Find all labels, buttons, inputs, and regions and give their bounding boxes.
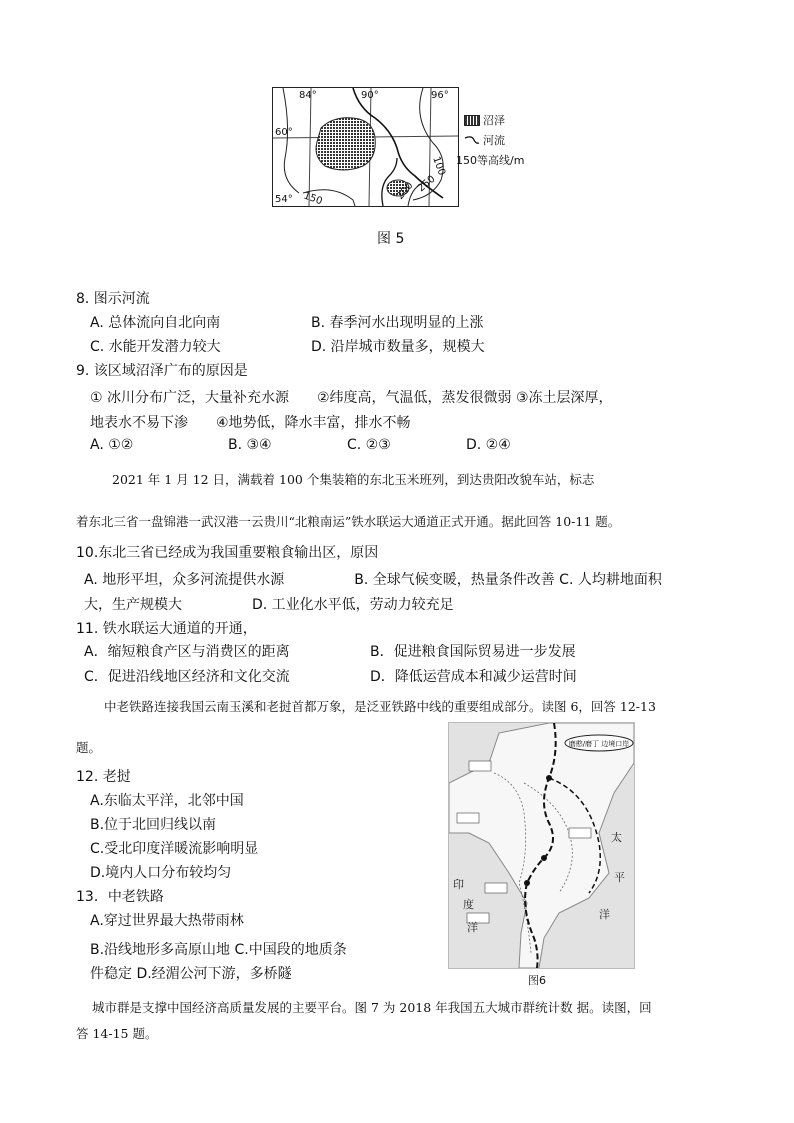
q8-option-c: C. 水能开发潜力较大	[90, 339, 221, 355]
q10-line-1: A. 地形平坦，众多河流提供水源 B. 全球气候变暖，热量条件改善 C. 人均耕地面积	[84, 572, 662, 588]
passage-2-line-2: 题。	[76, 740, 102, 755]
contour-west	[283, 88, 299, 193]
swamp-swatch-icon	[464, 115, 480, 126]
legend-contour-label: 等高线/m	[477, 154, 525, 167]
q13-stem: 13．中老铁路	[76, 889, 164, 905]
q13-option-a: A.穿过世界最大热带雨林	[90, 913, 244, 929]
lon-96: 96°	[431, 90, 449, 101]
q10-stem: 10.东北三省已经成为我国重要粮食输出区，原因	[76, 545, 379, 561]
city-label-box	[485, 883, 507, 893]
q8-option-b: B. 春季河水出现明显的上涨	[311, 315, 484, 331]
lon-90: 90°	[361, 90, 379, 101]
q12-option-c: C.受北印度洋暖流影响明显	[90, 841, 259, 857]
q11-option-c: C．促进沿线地区经济和文化交流	[84, 669, 290, 685]
station-dot	[546, 775, 552, 781]
city-label-box	[469, 761, 491, 771]
legend-river-label: 河流	[483, 134, 505, 147]
city-label-box	[457, 813, 479, 823]
q12-option-d: D.境内人口分布较均匀	[90, 865, 232, 881]
legend-swamp	[464, 112, 505, 128]
passage-1-line-1: 2021 年 1 月 12 日，满载着 100 个集装箱的东北玉米班列，到达贵阳改貌车站，标志	[112, 472, 595, 487]
q9-option-c: C. ②③	[347, 437, 391, 453]
q12-option-a: A.东临太平洋，北邻中国	[90, 793, 244, 809]
q9-option-a: A. ①②	[90, 437, 134, 453]
figure-5-svg	[273, 88, 458, 206]
city-label-box	[569, 828, 591, 838]
callout-text: 磨憨/磨丁 边境口岸	[568, 740, 630, 748]
meridian-84	[309, 88, 311, 206]
figure-6-svg	[449, 723, 634, 968]
figure-5-map	[272, 87, 459, 207]
q13-options-b-c: B.沿线地形多高原山地 C.中国段的地质条	[90, 942, 347, 958]
figure-5-caption: 图 5	[377, 231, 405, 247]
legend-contour	[456, 152, 524, 168]
q11-option-a: A．缩短粮食产区与消费区的距离	[84, 644, 290, 660]
q8-option-a: A. 总体流向自北向南	[90, 315, 221, 331]
figure-6-caption: 图6	[528, 974, 546, 987]
ocean-label-yin: 印	[453, 878, 464, 891]
q13-options-c-d: 件稳定 D.经湄公河下游，多桥隧	[90, 966, 292, 982]
lat-54: 54°	[275, 194, 293, 205]
figure-5-legend	[456, 112, 544, 172]
q9-line-2: 地表水不易下渗 ④地势低，降水丰富，排水不畅	[90, 415, 411, 431]
figure-6-map	[448, 722, 635, 969]
ocean-label-tai: 太	[611, 831, 622, 844]
q11-stem: 11. 铁水联运大通道的开通，	[76, 621, 257, 637]
passage-3-line-1: 城市群是支撑中国经济高质量发展的主要平台。图 7 为 2018 年我国五大城市群统计数 据。读图，回	[92, 1000, 652, 1015]
contour-label-150: 150	[301, 190, 324, 206]
q12-option-b: B.位于北回归线以南	[90, 817, 217, 833]
contour-label-200: 200	[394, 180, 416, 202]
lat-60: 60°	[275, 127, 293, 138]
river-line-icon	[464, 135, 480, 145]
q12-stem: 12. 老挝	[76, 769, 131, 785]
q8-option-d: D. 沿岸城市数量多，规模大	[311, 339, 485, 355]
q8-stem: 8. 图示河流	[76, 291, 150, 307]
q9-line-1: ① 冰川分布广泛，大量补充水源 ②纬度高，气温低，蒸发很微弱 ③冻土层深厚，	[90, 390, 613, 406]
ocean-label-ping: 平	[614, 871, 625, 884]
swamp-large	[316, 118, 375, 170]
station-dot	[524, 880, 530, 886]
ocean-label-yang-2: 洋	[599, 908, 610, 921]
lon-84: 84°	[299, 90, 317, 101]
q10-line-2: 大，生产规模大 D. 工业化水平低，劳动力较充足	[84, 597, 454, 613]
passage-2-line-1: 中老铁路连接我国云南玉溪和老挝首都万象，是泛亚铁路中线的重要组成部分。读图 6，回答 12-13	[104, 699, 656, 714]
station-dot	[541, 855, 547, 861]
q9-option-b: B. ③④	[228, 437, 272, 453]
passage-1-line-2: 着东北三省一盘锦港一武汉港一云贵川“北粮南运”铁水联运大通道正式开通。据此回答 10-11 题。	[76, 514, 621, 529]
legend-river	[464, 132, 505, 148]
q11-option-d: D．降低运营成本和减少运营时间	[370, 669, 577, 685]
q9-stem: 9. 该区域沼泽广布的原因是	[76, 363, 248, 379]
contour-label-250: 250	[415, 173, 438, 195]
passage-3-line-2: 答 14-15 题。	[76, 1026, 158, 1041]
q9-option-d: D. ②④	[466, 437, 511, 453]
legend-contour-value: 150	[456, 153, 477, 167]
q11-option-b: B．促进粮食国际贸易进一步发展	[370, 644, 576, 660]
contour-label-100: 100	[430, 155, 448, 177]
ocean-label-du: 度	[463, 898, 474, 911]
legend-swamp-label: 沼泽	[483, 114, 505, 127]
ocean-label-yang-1: 洋	[467, 921, 478, 934]
